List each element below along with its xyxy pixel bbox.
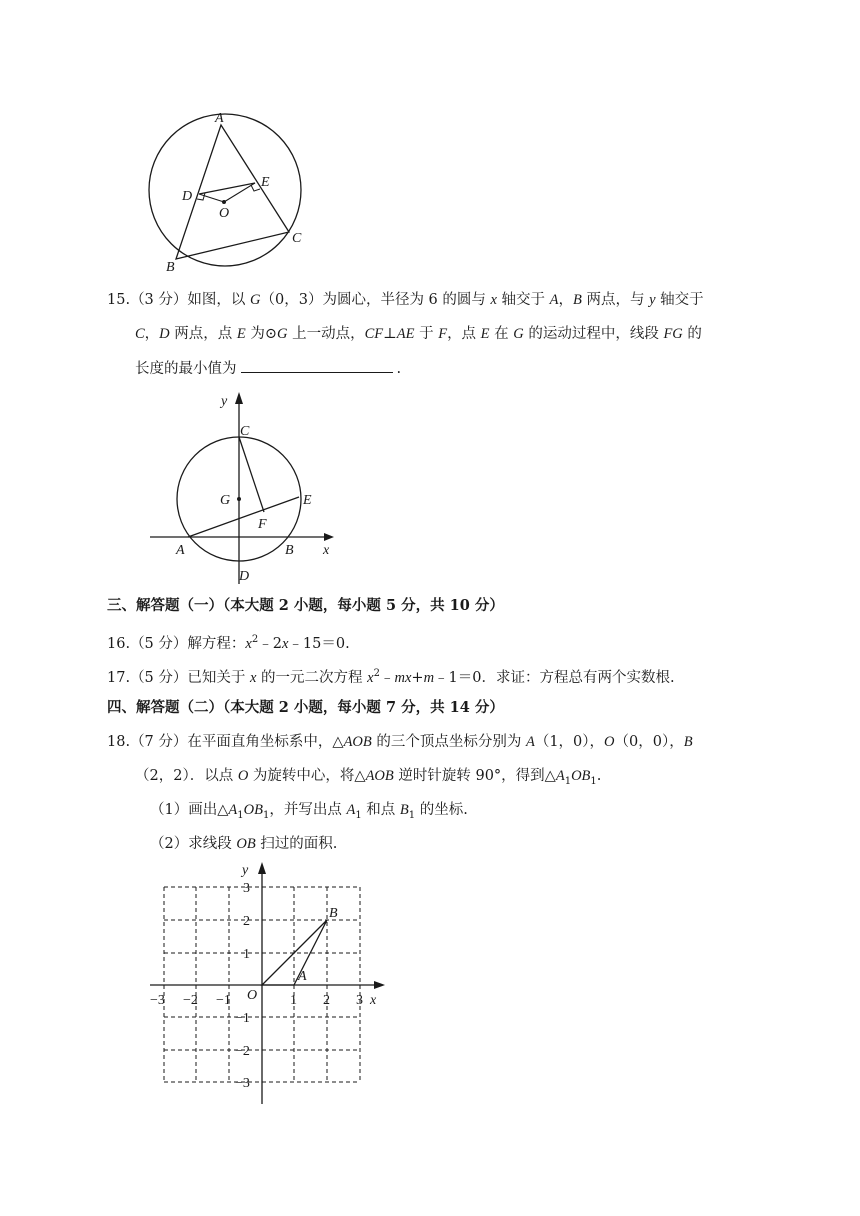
label-E: E xyxy=(303,493,312,508)
q17-score: （5 分） xyxy=(130,669,188,686)
q16-var: x xyxy=(245,635,252,652)
q15-text: 的 xyxy=(682,326,702,342)
q15-text: 上一动点， xyxy=(287,326,365,342)
q15-var: AE xyxy=(396,326,415,342)
q15-text: 两点，点 xyxy=(169,326,237,342)
q18-var: AOB xyxy=(343,734,372,750)
y-tick-3: 3 xyxy=(243,881,250,896)
q17-text: ﹣1＝0．求证：方程总有两个实数根. xyxy=(434,669,675,686)
q18-var: A xyxy=(228,802,238,818)
q15-var: E xyxy=(480,326,490,342)
q18-var: A xyxy=(525,734,535,750)
q15-line-1 xyxy=(107,290,704,310)
q18-text: ．以点 xyxy=(189,768,238,784)
q15-var: F xyxy=(438,326,448,342)
answer-blank[interactable] xyxy=(241,358,393,373)
label-E: E xyxy=(261,175,270,190)
q15-text: 如图，以 xyxy=(187,292,251,308)
label-A: A xyxy=(298,969,307,984)
q15-var: D xyxy=(159,326,170,342)
q15-var: A xyxy=(549,292,559,308)
q15-var: G xyxy=(277,326,288,342)
q18-line-1 xyxy=(107,732,693,752)
q15-text: 为圆心，半径为 6 的圆与 xyxy=(322,292,491,308)
x-tick-neg1: −1 xyxy=(216,993,231,1008)
q18-score: （7 分） xyxy=(130,734,188,750)
q18-var: OB xyxy=(571,768,591,784)
q15-number: 15. xyxy=(107,292,131,308)
y-tick-neg1: −1 xyxy=(235,1011,250,1026)
q15-text: ， xyxy=(558,292,574,308)
q17-var: mx xyxy=(394,669,412,686)
q18-text: 扫过的面积. xyxy=(255,836,338,852)
label-F: F xyxy=(258,517,267,532)
q18-text: 和点 xyxy=(361,802,400,818)
q15-var: FG xyxy=(663,326,683,342)
section-4-heading: 四、解答题（二）（本大题 2 小题，每小题 7 分，共 14 分） xyxy=(107,699,504,716)
q15-score: （3 分） xyxy=(130,292,188,308)
q15-var: E xyxy=(236,326,246,342)
q16-var: x xyxy=(281,635,289,652)
q18-sub: 1 xyxy=(262,809,270,821)
q18-text: 的三个顶点坐标分别为 xyxy=(371,734,526,750)
q18-text: （0，0） xyxy=(614,734,670,750)
q15-var: G xyxy=(250,292,261,308)
q16-score: （5 分） xyxy=(130,635,188,652)
q18-text: 逆时针旋转 90°，得到△ xyxy=(393,768,556,784)
q18-var: A xyxy=(346,802,356,818)
q18-sub: 1 xyxy=(408,809,416,821)
q15-text: ，点 xyxy=(447,326,481,342)
q18-text: ， xyxy=(669,734,684,750)
label-D: D xyxy=(182,189,193,204)
label-D: D xyxy=(239,569,250,584)
q15-text: （0，3） xyxy=(260,292,323,308)
label-B: B xyxy=(166,260,175,275)
y-tick-1: 1 xyxy=(243,947,250,962)
label-B: B xyxy=(285,543,294,558)
x-tick-neg3: −3 xyxy=(150,993,165,1008)
q16-text: 解方程： xyxy=(187,635,246,652)
q18-number: 18. xyxy=(107,734,131,750)
q18-text: 为旋转中心，将△ xyxy=(248,768,366,784)
x-tick-neg2: −2 xyxy=(183,993,198,1008)
x-tick-2: 2 xyxy=(323,993,330,1008)
q17-text: 的一元二次方程 xyxy=(256,669,368,686)
q17-line xyxy=(107,664,675,688)
q18-text: 的坐标. xyxy=(415,802,468,818)
q18-grid-figure xyxy=(140,855,400,1110)
q18-var: OB xyxy=(243,802,263,818)
q17-text: ﹣ xyxy=(379,669,395,686)
q18-var: AOB xyxy=(365,768,394,784)
q18-text: 在平面直角坐标系中，△ xyxy=(187,734,344,750)
q15-var: y xyxy=(649,292,656,308)
q18-sub: 1 xyxy=(590,775,597,787)
q18-text: （2）求线段 xyxy=(150,836,237,852)
q18-text: ，并写出点 xyxy=(269,802,347,818)
q16-text: ﹣2 xyxy=(258,635,282,652)
q18-text: （1，0） xyxy=(534,734,590,750)
section-3-heading: 三、解答题（一）（本大题 2 小题，每小题 5 分，共 10 分） xyxy=(107,597,504,614)
q15-text: 长度的最小值为 xyxy=(135,361,237,377)
label-C: C xyxy=(240,424,250,439)
q18-var: A xyxy=(555,768,565,784)
q15-text: 轴交于 xyxy=(655,292,704,308)
label-y: y xyxy=(221,394,228,409)
q18-text: （2，2） xyxy=(135,768,190,784)
q15-line-3 xyxy=(135,358,401,379)
q17-text: + xyxy=(411,669,424,686)
q18-sub: 1 xyxy=(355,809,362,821)
label-A: A xyxy=(176,543,185,558)
q18-var: OB xyxy=(236,836,256,852)
q17-number: 17. xyxy=(107,669,131,686)
q15-var: x xyxy=(490,292,497,308)
q18-var: B xyxy=(683,734,693,750)
q18-var: O xyxy=(604,734,615,750)
label-x: x xyxy=(323,543,330,558)
q18-text: （1）画出△ xyxy=(150,802,229,818)
q15-text: 轴交于 xyxy=(496,292,550,308)
label-y: y xyxy=(242,863,249,878)
q15-text: 在 xyxy=(489,326,514,342)
label-C: C xyxy=(292,231,302,246)
label-A: A xyxy=(215,111,224,126)
q15-text: . xyxy=(396,361,402,377)
q18-var: O xyxy=(237,768,249,784)
q18-line-2 xyxy=(135,766,601,792)
q15-line-2 xyxy=(135,324,702,344)
q17-var: x xyxy=(367,669,374,686)
q15-figure xyxy=(145,388,345,588)
q15-var: B xyxy=(573,292,582,308)
y-tick-neg2: −2 xyxy=(235,1044,250,1059)
circle-triangle-figure xyxy=(140,105,320,280)
label-O: O xyxy=(219,206,230,221)
y-tick-neg3: −3 xyxy=(235,1076,250,1091)
q15-var: C xyxy=(135,326,145,342)
q18-part-1 xyxy=(150,800,468,826)
q18-sub: 1 xyxy=(237,809,244,821)
q18-var: B xyxy=(399,802,409,818)
q18-sub: 1 xyxy=(564,775,572,787)
q18-text: . xyxy=(596,768,602,784)
q15-text: 两点，与 xyxy=(581,292,650,308)
label-G: G xyxy=(220,493,231,508)
q16-text: ﹣15＝0. xyxy=(288,635,350,652)
q15-text: ， xyxy=(144,326,160,342)
label-B: B xyxy=(329,906,338,921)
q15-text: 于 xyxy=(414,326,439,342)
q15-text: ⊥ xyxy=(383,326,397,342)
q17-var: x xyxy=(250,669,257,686)
q18-text: ， xyxy=(589,734,605,750)
q16-line xyxy=(107,630,350,654)
q15-var: G xyxy=(513,326,524,342)
q15-var: CF xyxy=(364,326,384,342)
label-O: O xyxy=(247,988,258,1003)
y-tick-2: 2 xyxy=(243,914,250,929)
q17-sup: 2 xyxy=(373,668,380,679)
x-tick-3: 3 xyxy=(356,993,363,1008)
q16-number: 16. xyxy=(107,635,131,652)
q18-part-2 xyxy=(150,834,337,854)
q15-text: 的运动过程中，线段 xyxy=(523,326,664,342)
q17-var: m xyxy=(423,669,435,686)
x-tick-1: 1 xyxy=(290,993,297,1008)
q17-text: 已知关于 xyxy=(187,669,251,686)
q15-text: 为⊙ xyxy=(245,326,277,342)
label-x: x xyxy=(370,993,377,1008)
q16-sup: 2 xyxy=(251,634,259,645)
